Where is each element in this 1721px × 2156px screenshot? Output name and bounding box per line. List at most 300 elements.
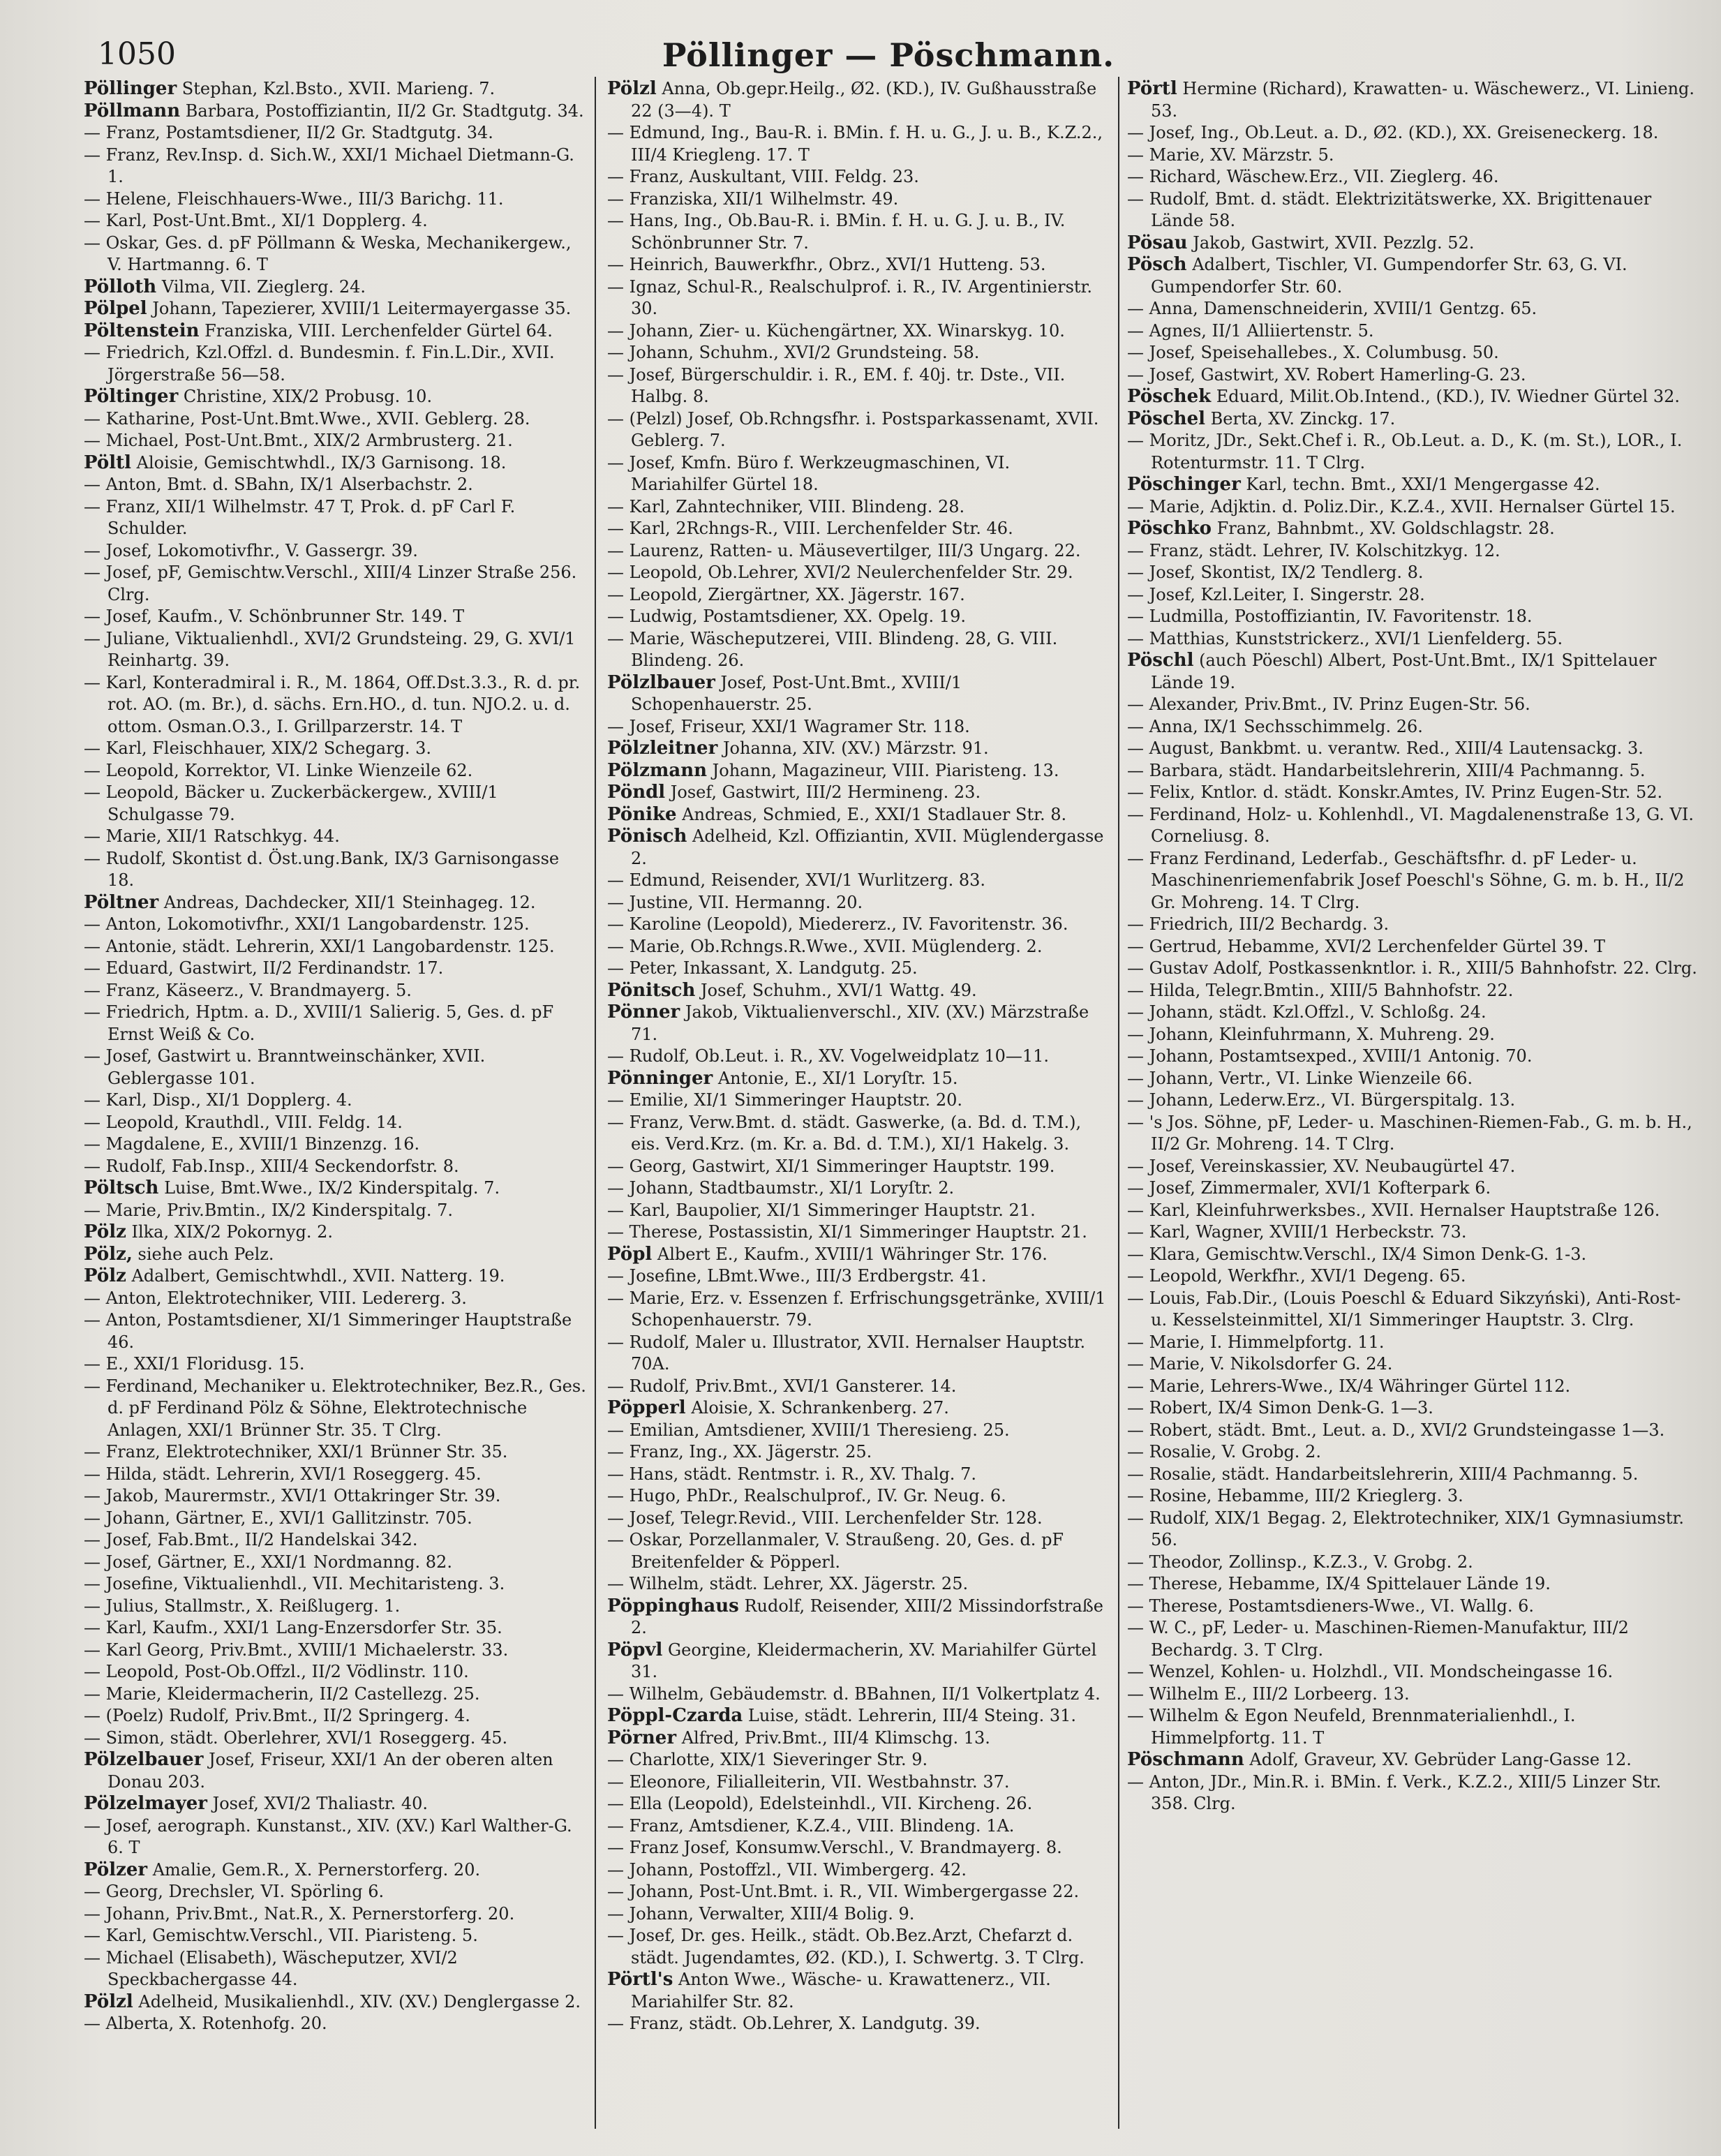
directory-entry xyxy=(84,1749,586,1793)
entry-text: — Franz, städt. Lehrer, IV. Kolschitzkyg. 12. xyxy=(1127,540,1500,560)
directory-entry xyxy=(84,1617,586,1640)
entry-text: — Friedrich, III/2 Bechardg. 3. xyxy=(1127,914,1390,934)
entry-text: — Hilda, städt. Lehrerin, XVI/1 Roseggerg. 45. xyxy=(84,1464,482,1484)
directory-entry xyxy=(1127,1661,1699,1683)
directory-entry xyxy=(84,1705,586,1727)
entry-text: — Johann, städt. Kzl.Offzl., V. Schloßg. 24. xyxy=(1127,1002,1487,1022)
entry-text: — Robert, städt. Bmt., Leut. a. D., XVI/2 Grundsteingasse 1—3. xyxy=(1127,1420,1665,1440)
directory-entry xyxy=(84,1288,586,1310)
directory-entry xyxy=(1127,232,1699,255)
entry-text: — Wenzel, Kohlen- u. Holzhdl., VII. Mondscheingasse 16. xyxy=(1127,1662,1614,1681)
directory-entry xyxy=(1127,1244,1699,1266)
directory-entry xyxy=(84,78,586,101)
entry-text: — Karoline (Leopold), Miedererz., IV. Favoritenstr. 36. xyxy=(607,914,1068,934)
entry-text: Rudolf, Reisender, XIII/2 Missindorfstraße 2. xyxy=(631,1596,1104,1637)
directory-entry xyxy=(84,2013,586,2035)
directory-entry xyxy=(607,342,1110,364)
directory-entry xyxy=(607,1859,1110,1882)
directory-entry xyxy=(1127,1705,1699,1749)
running-head: Pöllinger — Pöschmann. xyxy=(662,36,1115,74)
entry-text: — Anton, Elektrotechniker, VIII. Ledererg. 3. xyxy=(84,1288,467,1308)
directory-entry xyxy=(84,848,586,892)
entry-text: — Ludmilla, Postoffiziantin, IV. Favoritenstr. 18. xyxy=(1127,607,1533,626)
entry-text: — Johann, Gärtner, E., XVI/1 Gallitzinstr. 705. xyxy=(84,1508,472,1528)
directory-entry xyxy=(607,716,1110,738)
directory-entry xyxy=(84,342,586,386)
directory-entry xyxy=(607,78,1110,122)
entry-text: — Rosalie, V. Grobg. 2. xyxy=(1127,1442,1321,1462)
entry-surname: Pölloth xyxy=(84,276,157,297)
entry-text: — Jakob, Maurermstr., XVI/1 Ottakringer Str. 39. xyxy=(84,1486,501,1506)
entry-text: — Leopold, Korrektor, VI. Linke Wienzeile 62. xyxy=(84,760,473,780)
directory-entry xyxy=(84,144,586,188)
entry-text: — Johann, Vertr., VI. Linke Wienzeile 66. xyxy=(1127,1068,1473,1088)
entry-text: — Josef, Gastwirt u. Branntweinschänker, XVII. Geblergasse 101. xyxy=(84,1046,486,1088)
entry-text: — (Pelzl) Josef, Ob.Rchngsfhr. i. Postsparkassenamt, XVII. Geblerg. 7. xyxy=(607,408,1099,450)
directory-entry xyxy=(84,232,586,276)
entry-surname: Pölzlbauer xyxy=(607,671,715,693)
column-divider xyxy=(595,77,596,2129)
entry-text: — Leopold, Werkfhr., XVI/1 Degeng. 65. xyxy=(1127,1266,1466,1286)
entry-text: — Josef, Telegr.Revid., VIII. Lerchenfelder Str. 128. xyxy=(607,1508,1043,1528)
directory-entry xyxy=(607,1420,1110,1442)
directory-entry xyxy=(607,1221,1110,1244)
entry-text: — Oskar, Ges. d. pF Pöllmann & Weska, Mechanikergew., V. Hartmanng. 6. T xyxy=(84,232,572,274)
column-right xyxy=(1127,78,1699,2144)
directory-entry xyxy=(84,1683,586,1706)
entry-text: — Michael (Elisabeth), Wäscheputzer, XVI/2 Speckbachergasse 44. xyxy=(84,1947,458,1989)
directory-entry xyxy=(84,386,586,408)
entry-text: — Justine, VII. Hermanng. 20. xyxy=(607,892,863,912)
entry-text: — Josef, Zimmermaler, XVI/1 Kofterpark 6. xyxy=(1127,1178,1491,1198)
entry-text: — Rosalie, städt. Handarbeitslehrerin, XIII/4 Pachmanng. 5. xyxy=(1127,1464,1639,1484)
entry-text: Adelheid, Kzl. Offiziantin, XVII. Müglendergasse 2. xyxy=(631,826,1104,868)
entry-text: — Simon, städt. Oberlehrer, XVI/1 Roseggerg. 45. xyxy=(84,1727,508,1748)
directory-entry xyxy=(607,1815,1110,1838)
directory-entry xyxy=(1127,606,1699,628)
entry-text: — Marie, Lehrers-Wwe., IX/4 Währinger Gürtel 112. xyxy=(1127,1376,1571,1396)
directory-entry xyxy=(84,1815,586,1859)
directory-entry xyxy=(84,1573,586,1596)
directory-entry xyxy=(84,320,586,343)
entry-text: — Helene, Fleischhauers-Wwe., III/3 Barichg. 11. xyxy=(84,188,504,209)
entry-text: — Josef, pF, Gemischtw.Verschl., XIII/4 Linzer Straße 256. Clrg. xyxy=(84,563,577,604)
directory-entry xyxy=(1127,1596,1699,1618)
entry-surname: Pölzelmayer xyxy=(84,1793,207,1814)
entry-text: — Johann, Kleinfuhrmann, X. Muhreng. 29. xyxy=(1127,1024,1495,1044)
directory-entry xyxy=(1127,1068,1699,1090)
entry-surname: Pölzmann xyxy=(607,759,707,781)
entry-text: — Johann, Stadtbaumstr., XI/1 Loryſtr. 2. xyxy=(607,1178,955,1198)
entry-text: — Karl, Post-Unt.Bmt., XI/1 Dopplerg. 4. xyxy=(84,211,428,230)
directory-entry xyxy=(84,210,586,232)
entry-text: — Franz, Elektrotechniker, XXI/1 Brünner Str. 35. xyxy=(84,1442,508,1462)
directory-entry xyxy=(1127,122,1699,144)
entry-text: — Karl, Kleinfuhrwerksbes., XVII. Hernalser Hauptstraße 126. xyxy=(1127,1200,1660,1220)
entry-surname: Pöschmann xyxy=(1127,1749,1244,1770)
entry-text: — Friedrich, Kzl.Offzl. d. Bundesmin. f. Fin.L.Dir., XVII. Jörgerstraße 56—58. xyxy=(84,343,555,385)
entry-text: — Josef, Vereinskassier, XV. Neubaugürtel 47. xyxy=(1127,1156,1516,1176)
entry-text: — Wilhelm, Gebäudemstr. d. BBahnen, II/1 Volkertplatz 4. xyxy=(607,1683,1101,1704)
entry-text: Johann, Tapezierer, XVIII/1 Leitermayergasse 35. xyxy=(152,299,572,318)
directory-entry xyxy=(607,1397,1110,1420)
entry-text: — Leopold, Bäcker u. Zuckerbäckergew., XVIII/1 Schulgasse 79. xyxy=(84,782,498,824)
directory-entry xyxy=(84,760,586,782)
directory-entry xyxy=(1127,1683,1699,1706)
directory-entry xyxy=(607,562,1110,584)
entry-surname: Pöltl xyxy=(84,452,131,473)
entry-text: Adolf, Graveur, XV. Gebrüder Lang-Gasse 12. xyxy=(1249,1750,1632,1769)
entry-text: — Karl, Fleischhauer, XIX/2 Schegarg. 3. xyxy=(84,738,432,758)
entry-text: — Gertrud, Hebamme, XVI/2 Lerchenfelder Gürtel 39. T xyxy=(1127,936,1605,956)
entry-text: — Leopold, Post-Ob.Offzl., II/2 Vödlinstr. 110. xyxy=(84,1662,469,1681)
entry-text: Josef, Friseur, XXI/1 An der oberen alten Donau 203. xyxy=(107,1750,553,1792)
directory-entry xyxy=(84,1002,586,1046)
directory-entry xyxy=(1127,1508,1699,1552)
directory-entry xyxy=(1127,1288,1699,1332)
directory-entry xyxy=(607,1573,1110,1596)
directory-entry xyxy=(84,738,586,760)
column-left xyxy=(84,78,586,2144)
entry-text: — Michael, Post-Unt.Bmt., XIX/2 Armbrusterg. 21. xyxy=(84,431,513,450)
directory-entry xyxy=(84,1265,586,1288)
entry-text: — Emilian, Amtsdiener, XVIII/1 Theresieng. 25. xyxy=(607,1420,1010,1440)
entry-text: Eduard, Milit.Ob.Intend., (KD.), IV. Wiedner Gürtel 32. xyxy=(1216,387,1681,406)
directory-entry xyxy=(84,1112,586,1134)
entry-text: — Karl, 2Rchngs-R., VIII. Lerchenfelder Str. 46. xyxy=(607,519,1013,538)
entry-text: — Marie, XV. Märzstr. 5. xyxy=(1127,144,1334,165)
directory-entry xyxy=(1127,1464,1699,1486)
directory-entry xyxy=(84,1090,586,1112)
entry-text: Ilka, XIX/2 Pokornyg. 2. xyxy=(131,1222,334,1242)
entry-text: Andreas, Dachdecker, XII/1 Steinhageg. 12. xyxy=(163,892,536,912)
directory-entry xyxy=(84,1177,586,1200)
directory-entry xyxy=(1127,166,1699,188)
entry-text: — Robert, IX/4 Simon Denk-G. 1—3. xyxy=(1127,1398,1433,1418)
directory-entry xyxy=(1127,584,1699,607)
directory-entry xyxy=(1127,628,1699,650)
directory-entry xyxy=(607,804,1110,826)
entry-text: — 's Jos. Söhne, pF, Leder- u. Maschinen-Riemen-Fab., G. m. b. H., II/2 Gr. Mohreng. 14. T Clrg. xyxy=(1127,1112,1692,1154)
entry-text: — Marie, Wäscheputzerei, VIII. Blindeng. 28, G. VIII. Blindeng. 26. xyxy=(607,628,1058,670)
directory-entry xyxy=(607,496,1110,519)
entry-surname: Pörner xyxy=(607,1727,677,1748)
entry-surname: Pöllmann xyxy=(84,100,181,121)
directory-entry xyxy=(1127,694,1699,716)
entry-text: — Therese, Postassistin, XI/1 Simmeringer Hauptstr. 21. xyxy=(607,1222,1087,1242)
directory-entry xyxy=(607,914,1110,936)
entry-surname: Pönitsch xyxy=(607,979,696,1001)
entry-surname: Pöschko xyxy=(1127,518,1212,539)
entry-text: — Leopold, Ziergärtner, XX. Jägerstr. 167. xyxy=(607,584,965,604)
entry-text: — Franz, Käseerz., V. Brandmayerg. 5. xyxy=(84,980,412,1000)
directory-entry xyxy=(607,1529,1110,1573)
entry-surname: Pöschinger xyxy=(1127,474,1241,495)
entry-text: — Marie, Kleidermacherin, II/2 Castellezg. 25. xyxy=(84,1683,480,1704)
entry-text: Christine, XIX/2 Probusg. 10. xyxy=(183,387,433,406)
entry-text: Franziska, VIII. Lerchenfelder Gürtel 64. xyxy=(204,320,553,341)
entry-text: — Ferdinand, Holz- u. Kohlenhdl., VI. Magdalenenstraße 13, G. VI. Corneliusg. 8. xyxy=(1127,804,1694,846)
entry-text: — Katharine, Post-Unt.Bmt.Wwe., XVII. Geblerg. 28. xyxy=(84,408,530,429)
entry-text: — Johann, Postamtsexped., XVIII/1 Antonig. 70. xyxy=(1127,1046,1533,1066)
directory-entry xyxy=(1127,738,1699,760)
directory-entry xyxy=(84,1508,586,1530)
directory-entry xyxy=(607,1771,1110,1794)
entry-text: — Josef, Gastwirt, XV. Robert Hamerling-G. 23. xyxy=(1127,364,1526,385)
directory-entry xyxy=(607,826,1110,870)
entry-text: — Franz Ferdinand, Lederfab., Geschäftsfhr. d. pF Leder- u. Maschinenriemenfabrik Josef Poeschl's Söhne, G. m. b. H., II/2 Gr. Mohreng. 14. T Clrg. xyxy=(1127,848,1685,912)
entry-text: Adalbert, Tischler, VI. Gumpendorfer Str. 63, G. VI. Gumpendorfer Str. 60. xyxy=(1151,255,1627,297)
directory-entry xyxy=(1127,518,1699,540)
directory-entry xyxy=(607,1265,1110,1288)
directory-entry xyxy=(607,980,1110,1002)
entry-surname: Pölzer xyxy=(84,1859,148,1880)
directory-entry xyxy=(607,628,1110,672)
entry-text: — Anton, Bmt. d. SBahn, IX/1 Alserbachstr. 2. xyxy=(84,475,473,494)
entry-text: — E., XXI/1 Floridusg. 15. xyxy=(84,1354,305,1374)
directory-entry xyxy=(607,1640,1110,1683)
entry-text: — Ferdinand, Mechaniker u. Elektrotechniker, Bez.R., Ges. d. pF Ferdinand Pölz & Söhne, Elektrotechnische Anlagen, XXI/1 Brünner Str. 35. T Clrg. xyxy=(84,1376,586,1440)
directory-entry xyxy=(1127,474,1699,496)
directory-entry xyxy=(1127,1177,1699,1200)
directory-entry xyxy=(84,276,586,299)
entry-text: — Rudolf, Ob.Leut. i. R., XV. Vogelweidplatz 10—11. xyxy=(607,1046,1050,1066)
entry-text: — Laurenz, Ratten- u. Mäusevertilger, III/3 Ungarg. 22. xyxy=(607,540,1081,560)
entry-text: — Georg, Gastwirt, XI/1 Simmeringer Hauptstr. 199. xyxy=(607,1156,1055,1176)
entry-text: — Edmund, Reisender, XVI/1 Wurlitzerg. 83. xyxy=(607,870,986,890)
entry-surname: Pöschel xyxy=(1127,408,1205,429)
entry-text: Stephan, Kzl.Bsto., XVII. Marieng. 7. xyxy=(181,79,496,98)
directory-entry xyxy=(607,1683,1110,1706)
entry-text: — Johann, Post-Unt.Bmt. i. R., VII. Wimbergergasse 22. xyxy=(607,1882,1080,1901)
entry-text: — Rudolf, Fab.Insp., XIII/4 Seckendorfstr. 8. xyxy=(84,1156,459,1176)
directory-entry xyxy=(607,452,1110,496)
directory-entry xyxy=(1127,364,1699,387)
directory-entry xyxy=(1127,1156,1699,1178)
entry-text: — Karl, Kaufm., XXI/1 Lang-Enzersdorfer Str. 35. xyxy=(84,1618,502,1637)
entry-surname: Pölz xyxy=(84,1221,126,1242)
entry-text: — Juliane, Viktualienhdl., XVI/2 Grundsteing. 29, G. XVI/1 Reinhartg. 39. xyxy=(84,628,576,670)
entry-surname: Pösch xyxy=(1127,254,1187,275)
directory-entry xyxy=(607,1244,1110,1266)
entry-text: — Peter, Inkassant, X. Landgutg. 25. xyxy=(607,958,918,978)
directory-entry xyxy=(84,892,586,914)
directory-entry xyxy=(1127,540,1699,563)
entry-text: — Eduard, Gastwirt, II/2 Ferdinandstr. 17. xyxy=(84,958,444,978)
entry-text: — Josef, Fab.Bmt., II/2 Handelskai 342. xyxy=(84,1530,418,1549)
entry-text: Karl, techn. Bmt., XXI/1 Mengergasse 42. xyxy=(1246,475,1600,494)
directory-entry xyxy=(607,364,1110,408)
entry-text: — Franziska, XII/1 Wilhelmstr. 49. xyxy=(607,188,899,209)
entry-text: — Marie, Erz. v. Essenzen f. Erfrischungsgetränke, XVIII/1 Schopenhauerstr. 79. xyxy=(607,1288,1106,1330)
directory-entry xyxy=(84,1244,586,1266)
entry-text: — August, Bankbmt. u. verantw. Red., XIII/4 Lautensackg. 3. xyxy=(1127,738,1644,758)
directory-entry xyxy=(607,1090,1110,1112)
column-middle xyxy=(607,78,1110,2144)
directory-entry xyxy=(1127,1024,1699,1046)
entry-text: — Franz, Ing., XX. Jägerstr. 25. xyxy=(607,1442,872,1462)
directory-entry xyxy=(84,914,586,936)
entry-text: — Leopold, Krauthdl., VIII. Feldg. 14. xyxy=(84,1112,403,1132)
directory-entry xyxy=(1127,980,1699,1002)
entry-surname: Pölzl xyxy=(84,1991,133,2012)
entry-text: — Franz, XII/1 Wilhelmstr. 47 T, Prok. d. pF Carl F. Schulder. xyxy=(84,496,516,538)
entry-text: — Hans, Ing., Ob.Bau-R. i. BMin. f. H. u. G. J. u. B., IV. Schönbrunner Str. 7. xyxy=(607,211,1066,253)
entry-text: — Hugo, PhDr., Realschulprof., IV. Gr. Neug. 6. xyxy=(607,1486,1006,1506)
directory-entry xyxy=(607,1969,1110,2013)
entry-surname: Pölzleitner xyxy=(607,738,718,759)
entry-text: — Karl, Konteradmiral i. R., M. 1864, Off.Dst.3.3., R. d. pr. rot. AO. (m. Br.), d. sächs. Ern.HO., d. tun. NJO.2. u. d. ottom. Osman.O.3., I. Grillparzerstr. 14. T xyxy=(84,672,581,736)
directory-entry xyxy=(607,1112,1110,1156)
entry-surname: Pörtl xyxy=(1127,78,1177,99)
entry-surname: Pösau xyxy=(1127,232,1188,253)
entry-text: — Wilhelm, städt. Lehrer, XX. Jägerstr. 25. xyxy=(607,1574,969,1593)
entry-text: Hermine (Richard), Krawatten- u. Wäschewerz., VI. Linieng. 53. xyxy=(1151,79,1695,121)
entry-text: Alfred, Priv.Bmt., III/4 Klimschg. 13. xyxy=(681,1727,990,1748)
directory-entry xyxy=(1127,1420,1699,1442)
directory-entry xyxy=(1127,1485,1699,1508)
directory-entry xyxy=(84,1793,586,1815)
directory-entry xyxy=(84,936,586,958)
entry-text: — Theodor, Zollinsp., K.Z.3., V. Grobg. 2. xyxy=(1127,1552,1473,1572)
directory-entry xyxy=(607,1925,1110,1969)
entry-text: Berta, XV. Zinckg. 17. xyxy=(1210,408,1396,429)
directory-entry xyxy=(607,1068,1110,1090)
entry-text: — Josef, Lokomotivfhr., V. Gassergr. 39. xyxy=(84,540,418,560)
directory-entry xyxy=(84,1376,586,1442)
directory-entry xyxy=(607,1793,1110,1815)
entry-text: Luise, städt. Lehrerin, III/4 Steing. 31. xyxy=(747,1706,1077,1725)
entry-text: — Georg, Drechsler, VI. Spörling 6. xyxy=(84,1882,385,1901)
entry-text: — Hans, städt. Rentmstr. i. R., XV. Thalg. 7. xyxy=(607,1464,976,1484)
entry-text: — Louis, Fab.Dir., (Louis Poeschl & Eduard Sikzyński), Anti-Rost- u. Kesselsteinmittel, XI/1 Simmeringer Hauptstr. 3. Clrg. xyxy=(1127,1288,1681,1330)
entry-surname: Pönninger xyxy=(607,1067,713,1089)
directory-entry xyxy=(1127,914,1699,936)
entry-text: Franz, Bahnbmt., XV. Goldschlagstr. 28. xyxy=(1216,519,1555,538)
entry-text: Jakob, Viktualienverschl., XIV. (XV.) Märzstraße 71. xyxy=(631,1002,1089,1044)
directory-entry xyxy=(1127,1376,1699,1398)
entry-text: — Karl, Wagner, XVIII/1 Herbeckstr. 73. xyxy=(1127,1222,1467,1242)
directory-entry xyxy=(1127,188,1699,232)
directory-entry xyxy=(84,474,586,496)
entry-text: — Therese, Postamtsdieners-Wwe., VI. Wallg. 6. xyxy=(1127,1596,1534,1616)
directory-entry xyxy=(607,408,1110,452)
directory-entry xyxy=(84,1903,586,1926)
directory-entry xyxy=(84,1441,586,1464)
entry-text: — Ignaz, Schul-R., Realschulprof. i. R., IV. Argentinierstr. 30. xyxy=(607,276,1093,318)
entry-text: Johann, Magazineur, VIII. Piaristeng. 13. xyxy=(712,760,1059,780)
entry-text: — Josef, aerograph. Kunstanst., XIV. (XV.) Karl Walther-G. 6. T xyxy=(84,1815,572,1857)
entry-surname: Pölzelbauer xyxy=(84,1749,204,1770)
entry-surname: Pöpperl xyxy=(607,1397,686,1418)
directory-entry xyxy=(84,980,586,1002)
entry-surname: Pöpl xyxy=(607,1243,653,1265)
entry-surname: Pölpel xyxy=(84,298,147,319)
directory-entry xyxy=(84,1200,586,1222)
entry-text: — Rudolf, Priv.Bmt., XVI/1 Gansterer. 14. xyxy=(607,1376,957,1396)
directory-entry xyxy=(84,1221,586,1244)
directory-entry xyxy=(84,1859,586,1882)
entry-text: — Alberta, X. Rotenhofg. 20. xyxy=(84,2014,327,2033)
directory-entry xyxy=(607,254,1110,276)
entry-text: — W. C., pF, Leder- u. Maschinen-Riemen-Manufaktur, III/2 Bechardg. 3. T Clrg. xyxy=(1127,1618,1629,1660)
directory-entry xyxy=(1127,804,1699,848)
directory-entry xyxy=(607,1332,1110,1376)
directory-entry xyxy=(607,1288,1110,1332)
entry-text: — Josef, Skontist, IX/2 Tendlerg. 8. xyxy=(1127,563,1424,582)
directory-entry xyxy=(1127,1332,1699,1354)
entry-text: Aloisie, Gemischtwhdl., IX/3 Garnisong. 18. xyxy=(136,452,507,473)
entry-text: — Eleonore, Filialleiterin, VII. Westbahnstr. 37. xyxy=(607,1771,1010,1792)
directory-entry xyxy=(1127,716,1699,738)
directory-entry xyxy=(84,496,586,540)
entry-text: Josef, Gastwirt, III/2 Hermineng. 23. xyxy=(670,782,981,802)
entry-text: Adelheid, Musikalienhdl., XIV. (XV.) Denglergasse 2. xyxy=(138,1991,581,2012)
directory-entry xyxy=(607,1727,1110,1750)
directory-entry xyxy=(84,1991,586,2014)
directory-entry xyxy=(1127,386,1699,408)
directory-entry xyxy=(607,1200,1110,1222)
directory-entry xyxy=(84,562,586,606)
entry-text: — Josef, Dr. ges. Heilk., städt. Ob.Bez.Arzt, Chefarzt d. städt. Jugendamtes, Ø2. (KD.), I. Schwertg. 3. T Clrg. xyxy=(607,1926,1085,1968)
entry-text: — (Poelz) Rudolf, Priv.Bmt., II/2 Springerg. 4. xyxy=(84,1706,470,1725)
directory-entry xyxy=(607,540,1110,563)
directory-entry xyxy=(1127,650,1699,694)
entry-text: — Josef, Ing., Ob.Leut. a. D., Ø2. (KD.), XX. Greiseneckerg. 18. xyxy=(1127,123,1659,142)
entry-text: — Josefine, LBmt.Wwe., III/3 Erdbergstr. 41. xyxy=(607,1266,987,1286)
directory-entry xyxy=(607,760,1110,782)
directory-entry xyxy=(84,1156,586,1178)
directory-entry xyxy=(1127,1353,1699,1376)
directory-entry xyxy=(607,1046,1110,1068)
directory-entry xyxy=(1127,1090,1699,1112)
entry-text: Josef, XVI/2 Thaliastr. 40. xyxy=(212,1794,429,1813)
entry-text: — Antonie, städt. Lehrerin, XXI/1 Langobardenstr. 125. xyxy=(84,936,555,956)
entry-text: — Agnes, II/1 Alliiertenstr. 5. xyxy=(1127,320,1374,341)
entry-text: — Franz, städt. Ob.Lehrer, X. Landgutg. 39. xyxy=(607,2014,981,2033)
directory-entry xyxy=(1127,254,1699,298)
directory-entry xyxy=(1127,1046,1699,1068)
directory-entry xyxy=(607,122,1110,166)
entry-text: Jakob, Gastwirt, XVII. Pezzlg. 52. xyxy=(1193,232,1475,253)
directory-entry xyxy=(607,166,1110,188)
directory-entry xyxy=(1127,430,1699,474)
directory-entry xyxy=(84,1727,586,1750)
entry-text: Georgine, Kleidermacherin, XV. Mariahilfer Gürtel 31. xyxy=(631,1640,1097,1681)
entry-text: Andreas, Schmied, E., XXI/1 Stadlauer Str. 8. xyxy=(682,804,1067,824)
entry-text: — Anton, JDr., Min.R. i. BMin. f. Verk., K.Z.2., XIII/5 Linzer Str. 358. Clrg. xyxy=(1127,1771,1662,1813)
directory-entry xyxy=(1127,1441,1699,1464)
entry-text: — Anton, Postamtsdiener, XI/1 Simmeringer Hauptstraße 46. xyxy=(84,1310,572,1352)
entry-surname: Pölz xyxy=(84,1265,126,1286)
entry-text: — Josef, Speisehallebes., X. Columbusg. 50. xyxy=(1127,343,1499,362)
directory-entry xyxy=(84,452,586,475)
entry-text: — Felix, Kntlor. d. städt. Konskr.Amtes, IV. Prinz Eugen-Str. 52. xyxy=(1127,782,1663,802)
entry-text: — Hilda, Telegr.Bmtin., XIII/5 Bahnhofstr. 22. xyxy=(1127,980,1514,1000)
entry-text: — Wilhelm & Egon Neufeld, Brennmaterialienhdl., I. Himmelpfortg. 11. T xyxy=(1127,1706,1576,1748)
directory-entry xyxy=(607,2013,1110,2035)
directory-entry xyxy=(1127,936,1699,958)
directory-entry xyxy=(607,892,1110,914)
directory-entry xyxy=(84,1353,586,1376)
entry-text: — Heinrich, Bauwerkfhr., Obrz., XVI/1 Hutteng. 53. xyxy=(607,255,1046,274)
entry-text: — Rudolf, Bmt. d. städt. Elektrizitätswerke, XX. Brigittenauer Lände 58. xyxy=(1127,188,1652,230)
directory-entry xyxy=(607,782,1110,804)
entry-text: — Marie, V. Nikolsdorfer G. 24. xyxy=(1127,1354,1393,1374)
directory-entry xyxy=(1127,496,1699,519)
directory-entry xyxy=(1127,1552,1699,1574)
entry-surname: Pöltenstein xyxy=(84,320,200,341)
